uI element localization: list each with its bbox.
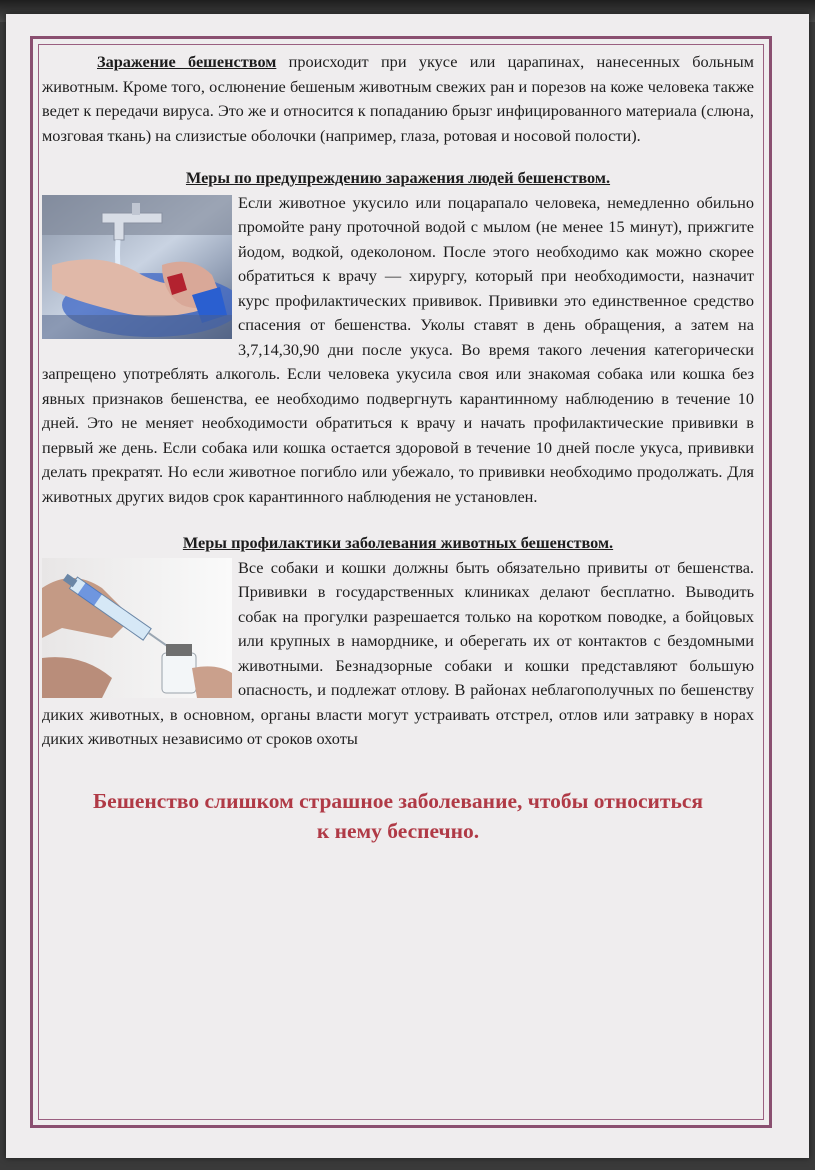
prevention-text: Если животное укусило или поцарапало человека, немедленно обильно промойте рану проточной водой с мылом (не менее 15 минут), прижгите йодом, водкой, одеколоном. После этого необходимо как можно скорее обратиться к врачу — хирургу, который при необходимости, назначит курс профилактических прививок. Прививки это единственное средство спасения от бешенства. Уколы ставят в день обращения, а затем на 3,7,14,30,90 дни после укуса. Во время такого лечения категорически запрещено употреблять алкоголь. Если человека укусила своя или знакомая собака или кошка без явных признаков бешенства, ее необходимо подвергнуть карантинному наблюдению в течение 10 дней. Это не меняет необходимости обратиться к врачу и начать профилактические прививки в первый же день. Если собака или кошка остается здоровой в течение 10 дней после укуса, прививки делать прекратят. Но если животное погибло или убежало, то прививки необходимо продолжать. Для животных других видов срок карантинного наблюдения не установлен. (42, 192, 754, 506)
slogan-line-1: Бешенство слишком страшное заболевание, чтобы относиться (92, 788, 704, 813)
hand-washing-under-tap-photo-icon (42, 195, 232, 339)
slogan-line-2: к нему беспечно. (316, 818, 480, 843)
intro-term: Заражение бешенством (97, 52, 277, 71)
intro-paragraph (42, 50, 754, 148)
intro-text: происходит при укусе или царапинах, нанесенных больным животным. Кроме того, ослюнение бешеным животным свежих ран и порезов на коже человека также ведет к передачи вируса. Это же и относится к попаданию брызг инфицированного материала (слюна, мозговая ткань) на слизистые оболочки (например, глаза, ротовая и носовой полости). (42, 52, 754, 145)
warning-slogan (42, 786, 754, 846)
leaflet-content (42, 50, 754, 846)
prevention-heading: Меры по предупреждению заражения людей бешенством. (185, 168, 611, 187)
syringe-and-vial-photo-icon (42, 558, 232, 698)
leaflet-page (6, 14, 809, 1158)
prophylaxis-heading: Меры профилактики заболевания животных бешенством. (182, 533, 614, 552)
prophylaxis-section (42, 556, 754, 752)
prevention-section (42, 191, 754, 510)
prophylaxis-text: Все собаки и кошки должны быть обязательно привиты от бешенства. Прививки в государственных клиниках делают бесплатно. Выводить собак на прогулки разрешается только на коротком поводке, а бойцовых или крупных в наморднике, и оберегать их от контактов с бездомными животными. Безнадзорные собаки и кошки представляют большую опасность, и подлежат отлову. В районах неблагополучных по бешенству диких животных, в основном, органы власти могут устраивать отстрел, отлов или затравку в норах диких животных независимо от сроков охоты (42, 557, 754, 748)
